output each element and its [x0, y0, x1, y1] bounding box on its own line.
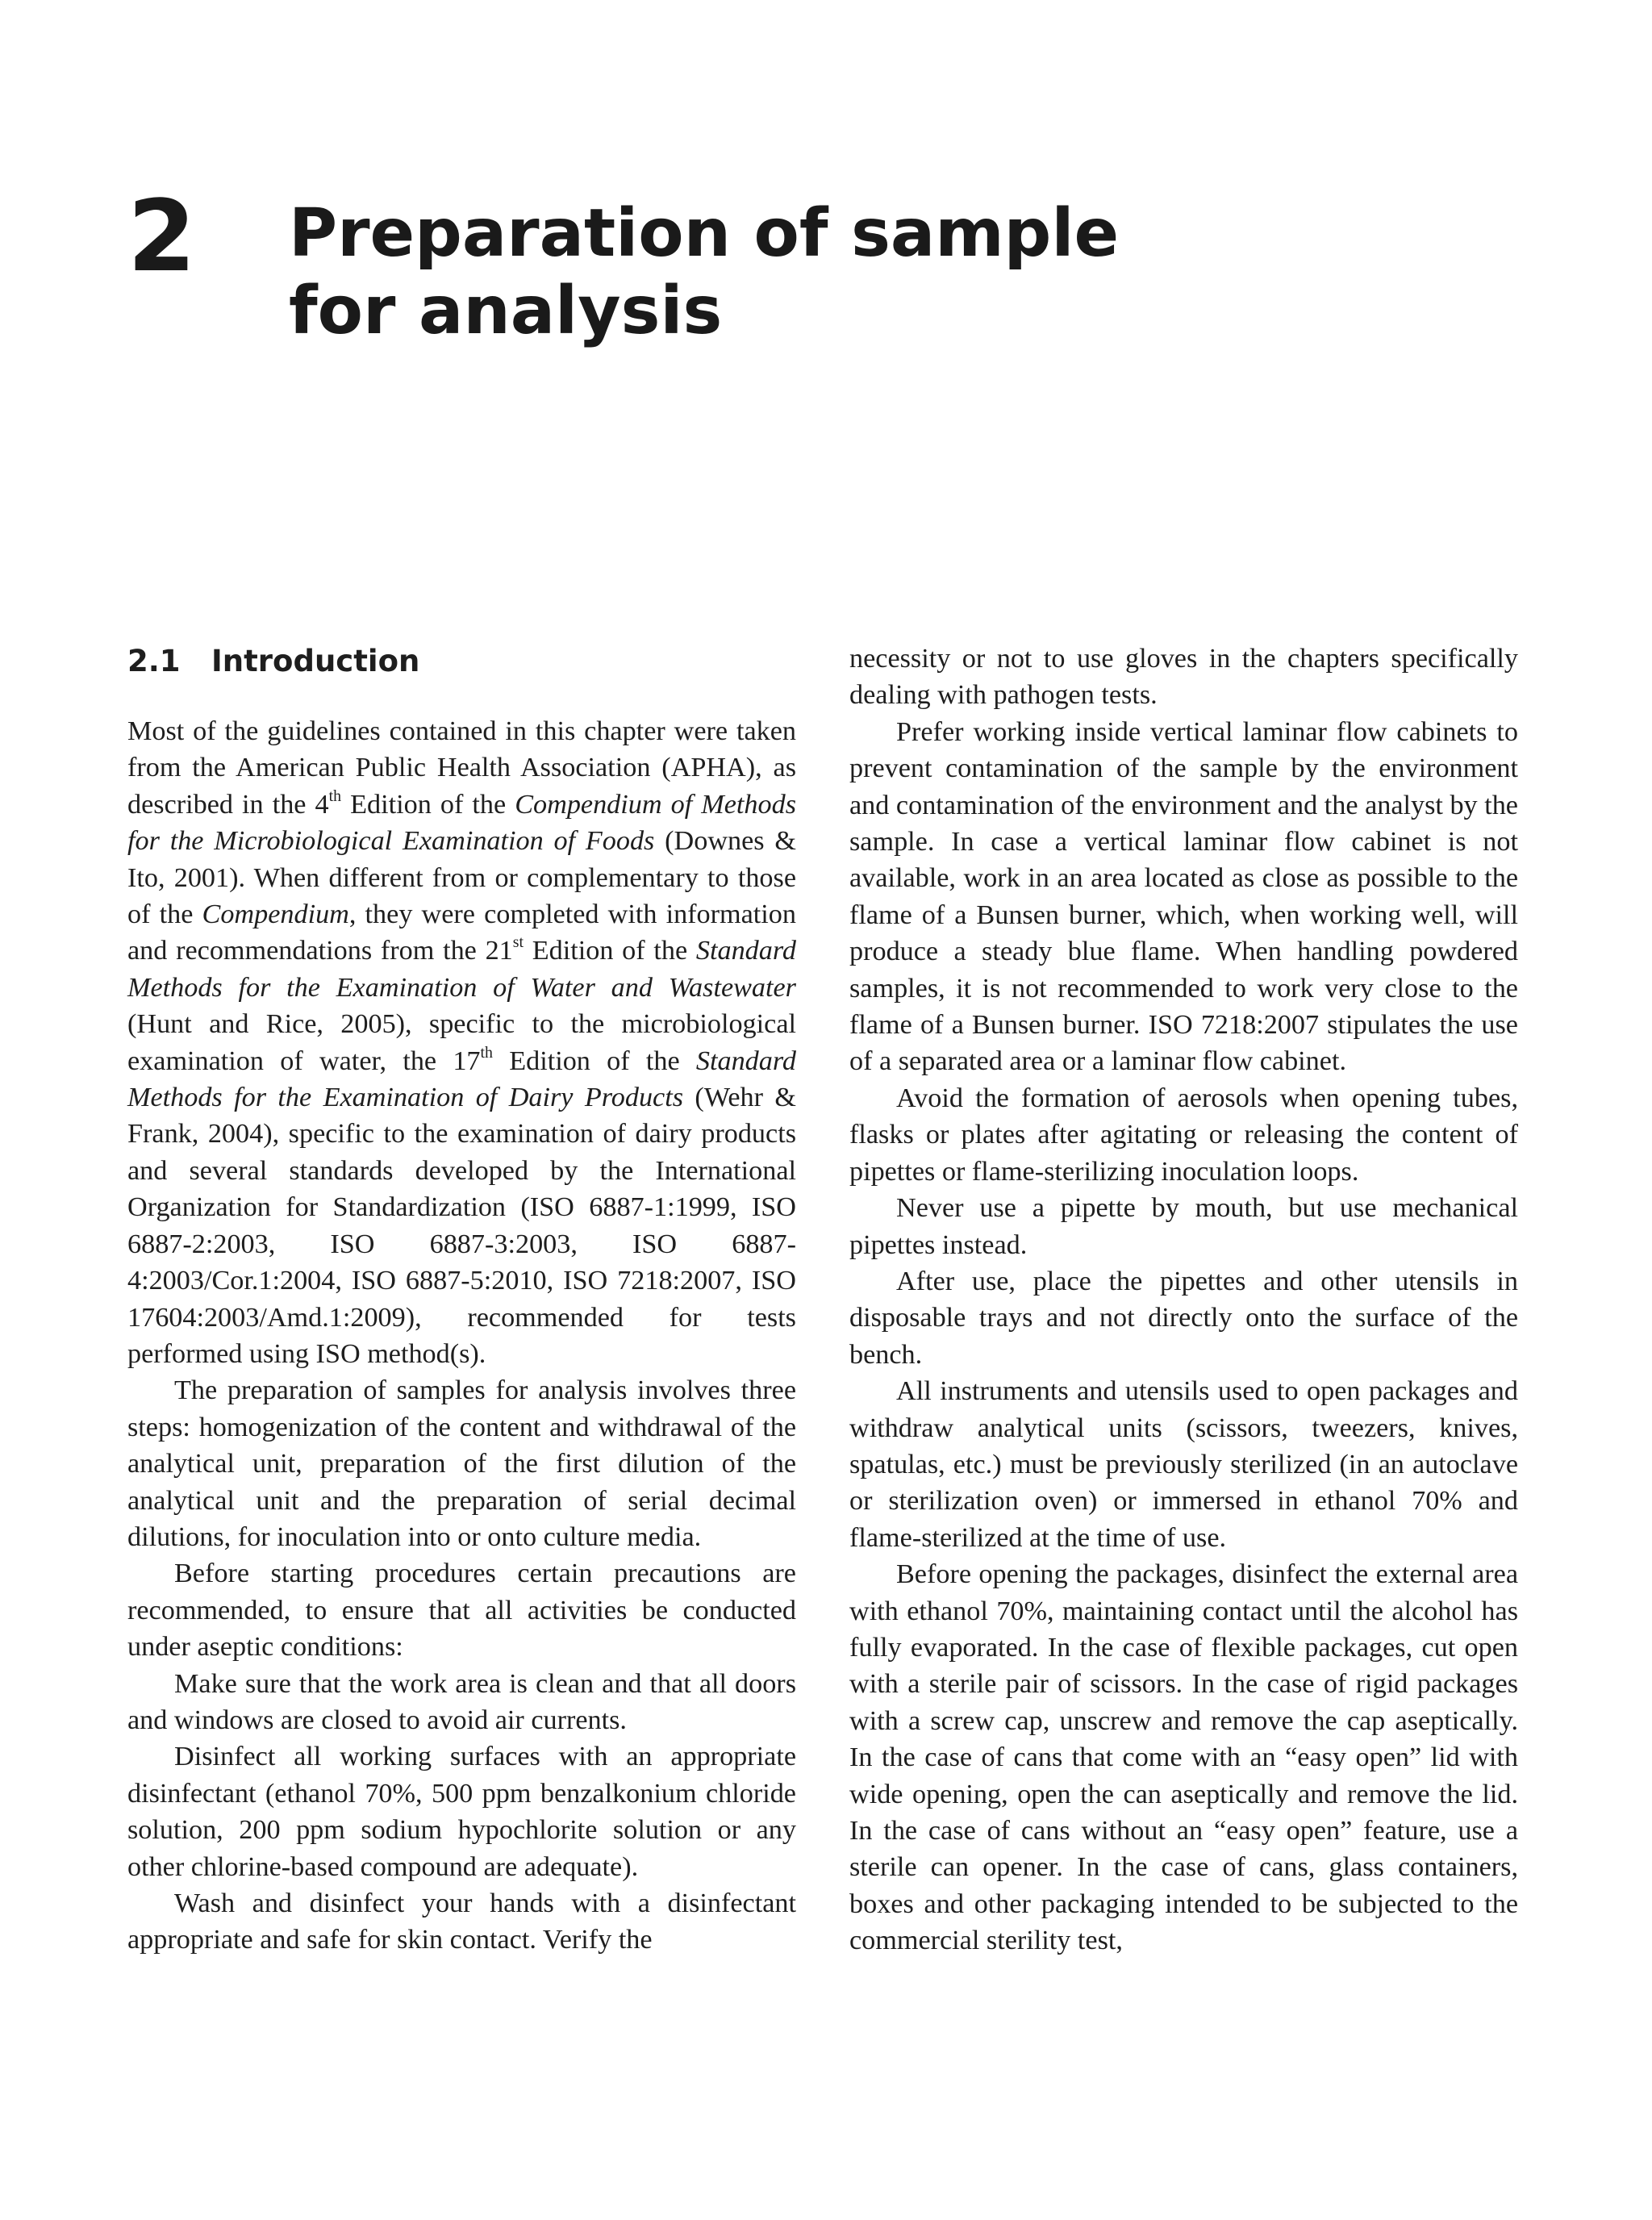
italic-title: Compendium of Methods for the Microbiological Examination of Foods — [127, 789, 797, 857]
chapter-number: 2 — [127, 179, 194, 294]
italic-title: Standard Methods for the Examination of Water and Wastewater — [127, 936, 796, 1003]
left-paragraph-4: Make sure that the work area is clean and that all doors and windows are closed to avoid air currents. — [127, 1668, 796, 1735]
left-paragraph-1 — [127, 713, 796, 1372]
section-heading — [127, 642, 796, 681]
right-paragraph-5: After use, place the pipettes and other utensils in disposable trays and not directly onto the surface of the bench. — [849, 1266, 1518, 1370]
text-run: Edition of the — [341, 789, 515, 820]
chapter-title-line-1: Preparation of sample — [289, 195, 1120, 272]
left-paragraph-3: Before starting procedures certain precautions are recommended, to ensure that all activities be conducted under aseptic conditions: — [127, 1559, 796, 1663]
text-run: Edition of the — [492, 1045, 696, 1076]
left-column — [127, 641, 796, 1959]
right-column — [849, 641, 1518, 1959]
italic-title: Standard Methods for the Examination of Dairy Products — [127, 1045, 796, 1113]
right-paragraph-7: Before opening the packages, disinfect the external area with ethanol 70%, maintaining contact until the alcohol has fully evaporated. In the case of flexible packages, cut open with a sterile pair of scissors. In the case of rigid packages with a screw cap, unscrew and remove the cap aseptically. In the case of cans that come with an “easy open” lid with wide opening, open the can aseptically and remove the lid. In the case of cans without an “easy open” feature, use a sterile can opener. In the case of cans, glass containers, boxes and other packaging intended to be subjected to the commercial sterility test, — [849, 1559, 1518, 1956]
section-title: Introduction — [211, 644, 420, 678]
left-paragraph-5: Disinfect all working surfaces with an appropriate disinfectant (ethanol 70%, 500 ppm benzalkonium chloride solution, 200 ppm sodium hypochlorite solution or any other chlorine-based compound are adequate). — [127, 1742, 796, 1882]
right-paragraph-4: Never use a pipette by mouth, but use mechanical pipettes instead. — [849, 1193, 1518, 1260]
text-run: Edition of the — [524, 936, 696, 966]
left-paragraph-2: The preparation of samples for analysis involves three steps: homogenization of the content and withdrawal of the analytical unit, preparation of the first dilution of the analytical unit and the preparation of serial decimal dilutions, for inoculation into or onto culture media. — [127, 1375, 796, 1552]
section-number: 2.1 — [127, 644, 181, 678]
chapter-title — [289, 195, 1418, 350]
left-paragraph-6: Wash and disinfect your hands with a disinfectant appropriate and safe for skin contact. Verify the — [127, 1888, 796, 1955]
text-run: (Hunt and Rice, 2005), specific to the microbiological examination of water, the 17 — [127, 1009, 796, 1076]
text-run: (Downes & Ito, 2001). When different from or complementary to those of the — [127, 826, 796, 930]
text-run: Most of the guidelines contained in this chapter were taken from the American Public Health Association (APHA), as described in the 4 — [127, 716, 796, 820]
right-paragraph-3: Avoid the formation of aerosols when opening tubes, flasks or plates after agitating or releasing the content of pipettes or flame-sterilizing inoculation loops. — [849, 1083, 1518, 1187]
text-run: (Wehr & Frank, 2004), specific to the examination of dairy products and several standards developed by the International Organization for Standardization (ISO 6887-1:1999, ISO 6887-2:2003, ISO 6887-3:2003, ISO 6887-4:2003/Cor.1:2004, ISO 6887-5:2010, ISO 7218:2007, ISO 17604:2003/Amd.1:2009), recommended for tests performed using ISO method(s). — [127, 1083, 796, 1369]
italic-title: Compendium — [202, 899, 349, 930]
right-paragraph-1: necessity or not to use gloves in the chapters specifically dealing with pathogen tests. — [849, 644, 1518, 711]
chapter-title-line-2: for analysis — [289, 273, 723, 349]
superscript: th — [480, 1043, 493, 1062]
superscript: st — [512, 933, 524, 952]
right-paragraph-6: All instruments and utensils used to open packages and withdraw analytical units (scissors, tweezers, knives, spatulas, etc.) must be previously sterilized (in an autoclave or sterilization oven) or immersed in ethanol 70% and flame-sterilized at the time of use. — [849, 1376, 1518, 1553]
superscript: th — [328, 787, 342, 805]
text-run: , they were completed with information and recommendations from the 21 — [127, 899, 796, 966]
right-paragraph-2: Prefer working inside vertical laminar flow cabinets to prevent contamination of the sample by the environment and contamination of the environment and the analyst by the sample. In case a vertical laminar flow cabinet is not available, work in an area located as close as possible to the flame of a Bunsen burner, which, when working well, will produce a steady blue flame. When handling powdered samples, it is not recommended to work very close to the flame of a Bunsen burner. ISO 7218:2007 stipulates the use of a separated area or a laminar flow cabinet. — [849, 716, 1518, 1077]
